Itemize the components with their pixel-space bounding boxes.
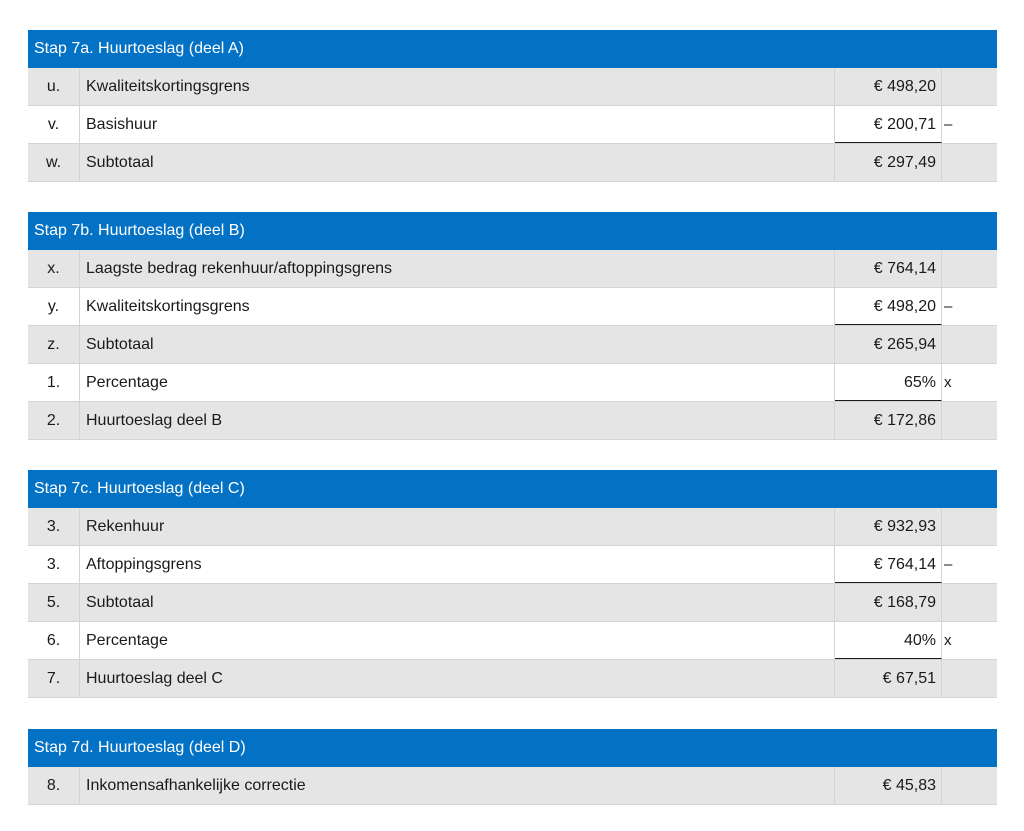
section-7c [28,470,997,698]
row-value: € 297,49 [835,144,942,181]
section-title: Stap 7c. Huurtoeslag (deel C) [28,470,997,508]
row-index: 6. [28,622,80,659]
row-operator [944,584,984,621]
row-value: € 498,20 [835,68,942,105]
table-row [28,68,997,106]
section-7b [28,212,997,440]
table-row [28,326,997,364]
table-row [28,250,997,288]
row-index: 3. [28,508,80,545]
row-operator: – [944,298,953,315]
row-operator: x [944,374,952,391]
row-index: 2. [28,402,80,439]
section-title: Stap 7a. Huurtoeslag (deel A) [28,30,997,68]
table-row [28,622,997,660]
table-row [28,402,997,440]
row-operator [944,250,984,287]
table-row [28,508,997,546]
row-label: Subtotaal [80,326,835,363]
row-label: Aftoppingsgrens [80,546,835,583]
section-title: Stap 7d. Huurtoeslag (deel D) [28,729,997,767]
row-operator [944,508,984,545]
table-row [28,288,997,326]
row-value: € 764,14 [835,250,942,287]
table-row [28,364,997,402]
row-operator: – [944,556,953,573]
row-value: € 932,93 [835,508,942,545]
row-value: 40% [835,622,942,659]
row-operator: x [944,632,952,649]
table-row [28,144,997,182]
row-value: € 172,86 [835,402,942,439]
section-7d [28,729,997,805]
row-operator: – [944,116,953,133]
row-label: Inkomensafhankelijke correctie [80,767,835,804]
row-value: € 265,94 [835,326,942,363]
row-value: € 764,14 [835,546,942,583]
row-index: 8. [28,767,80,804]
row-operator [944,144,984,181]
row-label: Huurtoeslag deel C [80,660,835,697]
table-row [28,584,997,622]
row-label: Percentage [80,622,835,659]
row-index: v. [28,106,80,143]
row-value: € 498,20 [835,288,942,325]
row-label: Subtotaal [80,144,835,181]
row-value: € 200,71 [835,106,942,143]
row-index: 3. [28,546,80,583]
row-index: 7. [28,660,80,697]
row-label: Basishuur [80,106,835,143]
row-operator [944,68,984,105]
row-index: u. [28,68,80,105]
row-index: x. [28,250,80,287]
row-operator [944,767,984,804]
row-index: z. [28,326,80,363]
row-value: € 45,83 [835,767,942,804]
row-label: Kwaliteitskortingsgrens [80,68,835,105]
row-value: € 67,51 [835,660,942,697]
table-row [28,106,997,144]
row-operator [944,326,984,363]
row-operator [944,402,984,439]
row-label: Kwaliteitskortingsgrens [80,288,835,325]
row-index: 5. [28,584,80,621]
table-row [28,546,997,584]
row-index: w. [28,144,80,181]
row-index: 1. [28,364,80,401]
row-index: y. [28,288,80,325]
row-operator [944,660,984,697]
row-value: € 168,79 [835,584,942,621]
row-label: Huurtoeslag deel B [80,402,835,439]
table-row [28,660,997,698]
row-value: 65% [835,364,942,401]
section-7a [28,30,997,182]
row-label: Laagste bedrag rekenhuur/aftoppingsgrens [80,250,835,287]
row-label: Percentage [80,364,835,401]
table-row [28,767,997,805]
section-title: Stap 7b. Huurtoeslag (deel B) [28,212,997,250]
row-label: Subtotaal [80,584,835,621]
row-label: Rekenhuur [80,508,835,545]
